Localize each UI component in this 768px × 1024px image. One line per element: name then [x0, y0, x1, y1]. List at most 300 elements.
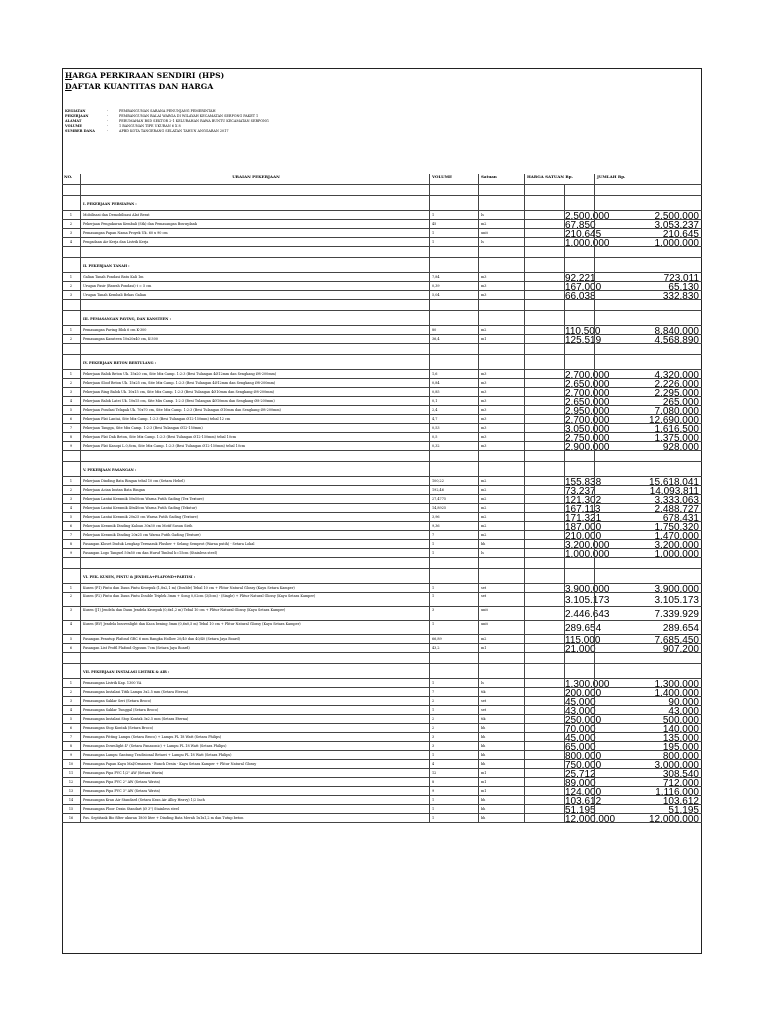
- price-label-cell: [524, 433, 564, 442]
- item-number: 1: [62, 273, 80, 282]
- price-label-cell: [524, 531, 564, 540]
- unit-price: 2.950.000: [565, 406, 610, 417]
- item-volume: [429, 185, 478, 196]
- item-unit: [478, 355, 524, 370]
- item-description: Pemasangan Saklar Tunggal (Setara Broco): [80, 706, 429, 715]
- item-volume: [429, 558, 478, 569]
- info-value: APBD KOTA TANGERANG SELATAN TAHUN ANGGARAN 2017: [119, 129, 229, 133]
- total-price: 3.000.000: [594, 760, 702, 769]
- price-label-cell: [524, 504, 564, 513]
- item-number: 2: [62, 220, 80, 229]
- item-unit: ls: [478, 238, 524, 247]
- price-label-cell: [524, 238, 564, 247]
- item-number: 8: [62, 742, 80, 751]
- item-unit: m2: [478, 486, 524, 495]
- table-row: [62, 379, 702, 388]
- info-label: PEKERJAAN: [65, 114, 89, 118]
- table-row: [62, 549, 702, 558]
- item-description: Pekerjaan Lantai Keramik 50x50cm Warna Putih Gading (Tex Texture): [80, 495, 429, 504]
- item-description: IV. PEKERJAAN BETON BERTULANG :: [80, 355, 429, 370]
- item-unit: m2: [478, 326, 524, 335]
- item-unit: m3: [478, 370, 524, 379]
- item-number: 3: [62, 697, 80, 706]
- spacer-row: [62, 185, 702, 196]
- price-label-cell: [524, 291, 564, 300]
- table-row: [62, 742, 702, 751]
- total-price: [594, 462, 702, 477]
- item-unit: m2: [478, 477, 524, 486]
- item-volume: 4,7: [429, 415, 478, 424]
- table-row: [62, 778, 702, 787]
- item-description: [80, 185, 429, 196]
- unit-price: 89.000: [565, 778, 596, 789]
- table-row: [62, 540, 702, 549]
- total-price: 51.195: [594, 805, 702, 814]
- unit-price: 2.700.000: [565, 370, 610, 381]
- price-label-cell: [524, 778, 564, 787]
- item-number: [62, 462, 80, 477]
- price-label-cell: [524, 653, 564, 664]
- price-label-cell: [524, 814, 564, 823]
- unit-price: 210.000: [565, 531, 602, 542]
- unit-price: 73.237: [565, 486, 596, 497]
- total-price: 1.000.000: [594, 238, 702, 247]
- item-volume: 0,53: [429, 424, 478, 433]
- unit-price: 3.900.000: [565, 584, 610, 595]
- item-description: Pekerjaan Balok Beton Uk. 15x20 cm, Site Mix Camp. 1:2:3 (Besi Tulangan 4Ø12mm dan Sengkang Ø8-200mm): [80, 370, 429, 379]
- item-unit: [478, 344, 524, 355]
- item-description: Pekerjaan Pondasi Telapak Uk. 70x70 cm, Site Mix Camp. 1:2:3 (Besi Tulangan Ø10mm dan Sengkang Ø8-200mm): [80, 406, 429, 415]
- info-dash: -: [107, 114, 109, 118]
- section-header-row: [62, 258, 702, 273]
- total-price: [594, 196, 702, 211]
- price-label-cell: [524, 697, 564, 706]
- item-number: 9: [62, 549, 80, 558]
- item-volume: 3: [429, 733, 478, 742]
- item-number: 6: [62, 415, 80, 424]
- item-unit: bh: [478, 540, 524, 549]
- unit-price: 51.195: [565, 805, 596, 816]
- section-header-row: [62, 569, 702, 584]
- unit-price: [564, 569, 594, 584]
- item-unit: m3: [478, 397, 524, 406]
- item-volume: 1: [429, 593, 478, 607]
- price-label-cell: [524, 311, 564, 326]
- section-header-row: [62, 196, 702, 211]
- total-price: 3.333.063: [594, 495, 702, 504]
- table-row: [62, 273, 702, 282]
- item-number: 3: [62, 291, 80, 300]
- unit-price: 2.750.000: [565, 433, 610, 444]
- table-row: [62, 282, 702, 291]
- price-label-cell: [524, 196, 564, 211]
- unit-price: [564, 258, 594, 273]
- item-description: I. PEKERJAAN PERSIAPAN :: [80, 196, 429, 211]
- price-label-cell: [524, 715, 564, 724]
- item-unit: set: [478, 697, 524, 706]
- item-unit: m3: [478, 388, 524, 397]
- table-row: [62, 424, 702, 433]
- total-price: 3.053.237: [594, 220, 702, 229]
- table-row: [62, 679, 702, 688]
- table-row: [62, 796, 702, 805]
- item-number: 1: [62, 584, 80, 593]
- item-number: 2: [62, 688, 80, 697]
- item-number: [62, 664, 80, 679]
- total-price: 4.568.890: [594, 335, 702, 344]
- item-number: 4: [62, 238, 80, 247]
- item-number: 1: [62, 326, 80, 335]
- table-row: [62, 415, 702, 424]
- item-description: Pemasangan Pipa PVC 3" AW (Setara Wavin): [80, 787, 429, 796]
- table-row: [62, 621, 702, 635]
- total-price: [594, 247, 702, 258]
- item-description: Pemasangan Paving Blok 6 cm K-300: [80, 326, 429, 335]
- item-unit: m2: [478, 522, 524, 531]
- item-description: Pasangan Kloset Duduk Lengkap Termasuk Flusher + Selang Semprot (Warna putih) - Setara Lokal: [80, 540, 429, 549]
- item-volume: 2: [429, 724, 478, 733]
- item-unit: set: [478, 706, 524, 715]
- item-unit: [478, 462, 524, 477]
- unit-price: 155.838: [565, 477, 602, 488]
- item-number: 3: [62, 607, 80, 621]
- total-price: 1.000.000: [594, 549, 702, 558]
- price-label-cell: [524, 733, 564, 742]
- item-number: 9: [62, 442, 80, 451]
- unit-price: 800.000: [565, 751, 602, 762]
- item-volume: 43,2: [429, 644, 478, 653]
- item-volume: 12: [429, 769, 478, 778]
- item-volume: 3: [429, 742, 478, 751]
- total-price: 500.000: [594, 715, 702, 724]
- table-row: [62, 238, 702, 247]
- item-volume: [429, 664, 478, 679]
- item-description: Mobilisasi dan Demobilisasi Alat Berat: [80, 211, 429, 220]
- item-description: Urugan Tanah Kembali Bekas Galian: [80, 291, 429, 300]
- unit-price: 2.500.000: [565, 211, 610, 222]
- item-description: Pekerjaan Dinding Bata Ringan tebal 10 cm (Setara Hebel): [80, 477, 429, 486]
- total-price: [594, 311, 702, 326]
- item-description: Pekerjaan Pengukuran Kembali (Stk) dan Pemasangan Bouwplank: [80, 220, 429, 229]
- table-row: [62, 584, 702, 593]
- section-header-row: [62, 311, 702, 326]
- unit-price: [564, 196, 594, 211]
- unit-price: 67.850: [565, 220, 596, 231]
- total-price: 103.612: [594, 796, 702, 805]
- price-label-cell: [524, 462, 564, 477]
- column-header-jumlah: JUMLAH Rp.: [594, 174, 702, 185]
- item-volume: 1,6: [429, 370, 478, 379]
- total-price: 1.400.000: [594, 688, 702, 697]
- project-info: [65, 109, 269, 134]
- item-description: Pemasangan Fitting Lampu (Setara Broco) + Lampu PL 18 Watt (Setara Philips): [80, 733, 429, 742]
- item-description: Kusen (P1) Pintu dan Daun Pintu Kroepuk (1,8x2,1 m) (Double) Tebal 10 cm + Plitur Natural Glossy (Kayu Setara Kamper): [80, 584, 429, 593]
- total-price: 3.105.173: [594, 593, 702, 607]
- item-unit: m3: [478, 433, 524, 442]
- item-description: Pemasangan Pipa PVC 2" AW (Setara Wavin): [80, 778, 429, 787]
- item-description: Pekerjaan Lantai Keramik 40x40cm Warna Putih Gading (Tekstur): [80, 504, 429, 513]
- total-price: 1.116.000: [594, 787, 702, 796]
- table-row: [62, 397, 702, 406]
- document-header: [65, 70, 224, 92]
- item-unit: m1: [478, 769, 524, 778]
- item-unit: [478, 451, 524, 462]
- table-row: [62, 442, 702, 451]
- item-number: 4: [62, 397, 80, 406]
- item-number: 5: [62, 406, 80, 415]
- item-unit: bh: [478, 760, 524, 769]
- table-row: [62, 486, 702, 495]
- item-unit: set: [478, 584, 524, 593]
- title-text: ARGA PERKIRAAN SENDIRI (HPS): [72, 71, 225, 80]
- item-volume: 80: [429, 326, 478, 335]
- item-unit: ls: [478, 549, 524, 558]
- item-volume: 3,96: [429, 513, 478, 522]
- unit-price: 43.000: [565, 706, 596, 717]
- price-label-cell: [524, 247, 564, 258]
- price-label-cell: [524, 300, 564, 311]
- total-price: 210.645: [594, 229, 702, 238]
- item-unit: unit: [478, 621, 524, 635]
- item-number: 1: [62, 679, 80, 688]
- unit-price: [564, 355, 594, 370]
- item-number: 2: [62, 335, 80, 344]
- unit-price: 2.650.000: [565, 397, 610, 408]
- unit-price: 171.321: [565, 513, 602, 524]
- item-volume: 9: [429, 787, 478, 796]
- item-unit: m3: [478, 424, 524, 433]
- item-number: 14: [62, 796, 80, 805]
- price-label-cell: [524, 229, 564, 238]
- item-volume: 1: [429, 679, 478, 688]
- item-number: 5: [62, 635, 80, 644]
- price-label-cell: [524, 397, 564, 406]
- table-row: [62, 814, 702, 823]
- unit-price: [564, 558, 594, 569]
- info-dash: -: [107, 119, 109, 123]
- item-volume: [429, 355, 478, 370]
- title-initial: D: [65, 82, 72, 91]
- price-label-cell: [524, 644, 564, 653]
- price-label-cell: [524, 593, 564, 607]
- unit-price: [564, 451, 594, 462]
- item-number: 7: [62, 424, 80, 433]
- price-label-cell: [524, 442, 564, 451]
- table-row: [62, 335, 702, 344]
- total-price: 2.500.000: [594, 211, 702, 220]
- item-unit: m2: [478, 495, 524, 504]
- item-unit: bh: [478, 814, 524, 823]
- item-description: Pekerjaan Ring Balok Uk. 10x15 cm, Site Mix Camp. 1:2:3 (Besi Tulangan 4Ø10mm dan Sengkang Ø8-200mm): [80, 388, 429, 397]
- item-number: [62, 558, 80, 569]
- item-description: [80, 247, 429, 258]
- unit-price: 2.446.643: [565, 609, 610, 620]
- total-price: [594, 569, 702, 584]
- total-price: 7.685.450: [594, 635, 702, 644]
- price-label-cell: [524, 805, 564, 814]
- total-price: 1.616.500: [594, 424, 702, 433]
- unit-price: 1.300.000: [565, 679, 610, 690]
- price-label-cell: [524, 424, 564, 433]
- column-header-no: NO.: [62, 174, 80, 185]
- item-number: 13: [62, 787, 80, 796]
- info-label: KEGIATAN: [65, 109, 86, 113]
- item-unit: set: [478, 593, 524, 607]
- table-row: [62, 706, 702, 715]
- column-header-harga: HARGA SATUAN Rp.: [524, 174, 594, 185]
- total-price: 1.470.000: [594, 531, 702, 540]
- unit-price: 3.200.000: [565, 540, 610, 551]
- total-price: 7.080.000: [594, 406, 702, 415]
- table-row: [62, 688, 702, 697]
- table-row: [62, 326, 702, 335]
- price-label-cell: [524, 185, 564, 196]
- price-label-cell: [524, 679, 564, 688]
- table-row: [62, 495, 702, 504]
- item-volume: 1: [429, 706, 478, 715]
- item-description: Pekerjaan Plat Kanopi L.0,8cm, Site Mix Camp. 1:2:3 (Besi Tulangan Ø12-150mm) tebal 10cm: [80, 442, 429, 451]
- item-description: II. PEKERJAAN TANAH :: [80, 258, 429, 273]
- price-label-cell: [524, 415, 564, 424]
- item-volume: 1: [429, 584, 478, 593]
- price-label-cell: [524, 787, 564, 796]
- unit-price: 2.650.000: [565, 379, 610, 390]
- item-unit: bh: [478, 751, 524, 760]
- item-volume: 1: [429, 540, 478, 549]
- table-row: [62, 388, 702, 397]
- unit-price: 289.654: [565, 623, 602, 634]
- price-label-cell: [524, 220, 564, 229]
- item-unit: bh: [478, 733, 524, 742]
- price-label-cell: [524, 742, 564, 751]
- item-volume: [429, 300, 478, 311]
- item-volume: 2,4: [429, 406, 478, 415]
- total-price: [594, 185, 702, 196]
- item-volume: [429, 196, 478, 211]
- item-description: Pekerjaan Tangga, Site Mix Camp. 1:2:3 (Besi Tulangan Ø12-150mm): [80, 424, 429, 433]
- item-description: III. PEMASANGAN PAVING, DAN KANSTEEN :: [80, 311, 429, 326]
- item-unit: unit: [478, 607, 524, 621]
- item-number: 9: [62, 751, 80, 760]
- item-unit: m1: [478, 644, 524, 653]
- document-title-line: [65, 81, 224, 92]
- item-volume: [429, 653, 478, 664]
- total-price: 265.000: [594, 397, 702, 406]
- total-price: 2.295.000: [594, 388, 702, 397]
- item-volume: 9,36: [429, 522, 478, 531]
- section-header-row: [62, 462, 702, 477]
- unit-price: 1.000.000: [565, 549, 610, 560]
- unit-price: 12.000.000: [565, 814, 616, 825]
- item-description: Kusen (J1) Jendela dan Daun Jendela Kroepuk (0,6x1,2 m) Tebal 10 cm + Plitur Natural Glossy (Kayu Setara Kamper): [80, 607, 429, 621]
- price-label-cell: [524, 477, 564, 486]
- item-description: VII. PEKERJAAN INSTALASI LISTRIK & AIR :: [80, 664, 429, 679]
- price-label-cell: [524, 326, 564, 335]
- total-price: 135.000: [594, 733, 702, 742]
- total-price: [594, 664, 702, 679]
- item-unit: m1: [478, 778, 524, 787]
- table-row: [62, 522, 702, 531]
- unit-price: 750.000: [565, 760, 602, 771]
- total-price: 3.900.000: [594, 584, 702, 593]
- price-label-cell: [524, 607, 564, 621]
- total-price: [594, 653, 702, 664]
- total-price: 712.000: [594, 778, 702, 787]
- item-description: Kusen (P2) Pintu dan Daun Pintu Double Triplek 3mm + Song 0,02cm (3/5cm) - (Single) + Plitur Natural Glossy (Kayu Setara Kamper): [80, 593, 429, 607]
- item-volume: 1: [429, 621, 478, 635]
- item-volume: 8: [429, 778, 478, 787]
- item-description: Pemasangan Papan Nama Proyek Uk. 60 x 90 cm: [80, 229, 429, 238]
- unit-price: 3.050.000: [565, 424, 610, 435]
- item-description: [80, 558, 429, 569]
- total-price: 1.300.000: [594, 679, 702, 688]
- item-volume: 4: [429, 760, 478, 769]
- table-row: [62, 724, 702, 733]
- item-volume: 1: [429, 211, 478, 220]
- unit-price: 200.000: [565, 688, 602, 699]
- column-header-uraian: URAIAN PEKERJAAN: [80, 174, 429, 185]
- item-description: V. PEKERJAAN PASANGAN :: [80, 462, 429, 477]
- item-number: 4: [62, 706, 80, 715]
- item-volume: [429, 311, 478, 326]
- item-volume: 192,46: [429, 486, 478, 495]
- item-number: 1: [62, 211, 80, 220]
- table-row: [62, 211, 702, 220]
- item-description: Pekerjaan Keramik Dinding Kaloan 30x30 cm Motif Susun Sirih: [80, 522, 429, 531]
- item-volume: 1: [429, 751, 478, 760]
- table-header-row: [62, 174, 702, 185]
- info-dash: -: [107, 109, 109, 113]
- item-unit: [478, 185, 524, 196]
- item-unit: [478, 664, 524, 679]
- table-row: [62, 504, 702, 513]
- item-unit: m3: [478, 442, 524, 451]
- item-volume: [429, 247, 478, 258]
- item-unit: [478, 311, 524, 326]
- item-number: 8: [62, 433, 80, 442]
- item-volume: [429, 462, 478, 477]
- unit-price: [564, 664, 594, 679]
- unit-price: [564, 185, 594, 196]
- price-label-cell: [524, 388, 564, 397]
- document-title-line: [65, 70, 224, 81]
- table-row: [62, 220, 702, 229]
- item-description: [80, 344, 429, 355]
- unit-price: 121.302: [565, 495, 602, 506]
- total-price: [594, 558, 702, 569]
- item-volume: 1: [429, 796, 478, 805]
- total-price: [594, 344, 702, 355]
- price-label-cell: [524, 355, 564, 370]
- item-description: Pasangan Penutup Plafond GRC 6 mm Rangka Hollow 20/40 dan 40/40 (Setara Jaya Board): [80, 635, 429, 644]
- total-price: 2.488.727: [594, 504, 702, 513]
- item-description: Pasangan Logo Tangsel 50x50 cm dan Huruf Timbul h=15cm (Stainless steel): [80, 549, 429, 558]
- unit-price: 2.900.000: [565, 442, 610, 453]
- unit-price: 3.105.173: [565, 595, 610, 606]
- item-description: [80, 653, 429, 664]
- item-description: Pekerjaan Plat Lantai, Site Mix Camp. 1:2:3 (Besi Tulangan Ø12-150mm) tebal 12 cm: [80, 415, 429, 424]
- item-number: 15: [62, 805, 80, 814]
- price-label-cell: [524, 569, 564, 584]
- item-number: 3: [62, 229, 80, 238]
- unit-price: [564, 300, 594, 311]
- item-volume: 7: [429, 531, 478, 540]
- item-unit: [478, 300, 524, 311]
- item-number: 1: [62, 477, 80, 486]
- table-row: [62, 769, 702, 778]
- item-unit: m2: [478, 504, 524, 513]
- unit-price: 124.000: [565, 787, 602, 798]
